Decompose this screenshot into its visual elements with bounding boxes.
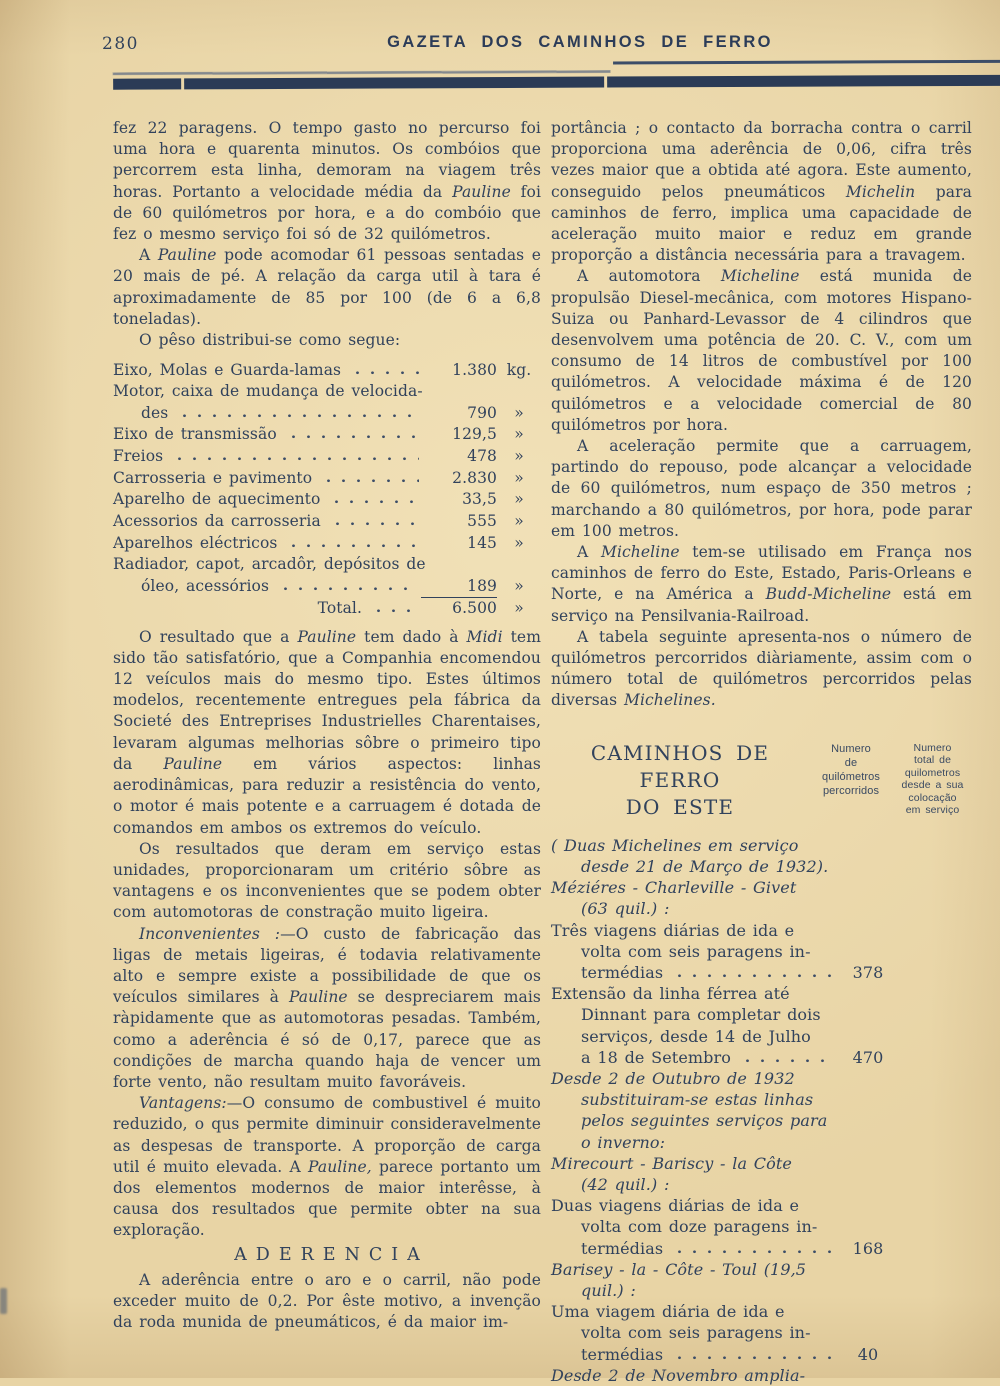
row-text	[551, 920, 833, 984]
text-run: Pauline,	[308, 1157, 372, 1176]
weight-value: 189	[421, 576, 497, 598]
table-row	[551, 1195, 972, 1259]
weight-value: 33,5	[462, 490, 497, 509]
row-text	[551, 1153, 833, 1195]
weight-value: 478	[467, 447, 497, 466]
text-run: Michelines.	[624, 691, 716, 710]
dot-leader	[177, 402, 419, 418]
table-row	[551, 1365, 972, 1386]
row-line: Desde 2 de Outubro de 1932	[551, 1068, 795, 1088]
row-line: volta com seis paragens in-	[581, 941, 811, 961]
dot-leader	[672, 1344, 831, 1360]
thick-rule-segment	[113, 78, 181, 89]
text-run: está munida de propulsão Diesel-mecânica, com motores Hispano-Suiza ou Panhard-Levassor de 4 cilindros que desenvolvem uma potência de 20. C. V., com um consumo de 14 litros de combustível por 100 quilómetros. A velocidade máxima é de 120 quilómetros e a velocidade comercial de 80 quilómetros por hora.	[551, 267, 973, 434]
weight-value: 2.830	[452, 468, 497, 487]
row-text	[551, 1365, 833, 1386]
row-line: Desde 2 de Novembro amplia-	[551, 1365, 806, 1385]
paragraph	[113, 924, 541, 1094]
table-row	[113, 359, 541, 381]
text-run: Pauline	[297, 627, 357, 646]
col-header-total-km	[893, 734, 972, 817]
weight-value: 129,5	[452, 425, 497, 444]
header-line: percorridos	[822, 784, 880, 797]
text-run: A automotora	[577, 267, 721, 286]
dot-leader	[330, 511, 419, 527]
thick-rule-segment	[607, 75, 1000, 88]
row-line: volta com doze paragens in-	[581, 1217, 818, 1237]
table-line	[113, 511, 541, 533]
table-line	[113, 402, 541, 424]
thin-rule-right	[613, 60, 1000, 65]
right-column	[551, 118, 972, 1386]
text-run: fez 22 paragens. O tempo gasto no percurso foi uma hora e quarenta minutos. Os combóios que percorrem esta linha, demoram na viagem três horas. Portanto a velocidade média da	[113, 119, 541, 201]
row-line	[551, 1238, 833, 1259]
paragraph	[551, 266, 972, 436]
text-run: Budd-Micheline	[765, 585, 892, 604]
weight-unit: »	[514, 468, 524, 487]
table-row	[551, 877, 972, 919]
row-line: quil.) :	[581, 1280, 636, 1300]
thin-rule-left	[113, 71, 610, 75]
km-value: 378	[852, 962, 884, 982]
weight-unit: »	[514, 425, 524, 444]
weight-value: 555	[467, 512, 497, 531]
table-line: Radiador, capot, arcadôr, depósitos de	[113, 555, 426, 574]
row-line: ( Duas Michelines em serviço	[551, 835, 799, 855]
text-run: Pauline	[452, 182, 511, 201]
text-run: O pêso distribui-se como segue:	[139, 331, 401, 350]
paragraph	[551, 627, 972, 712]
text-run: em vários aspectos: linhas aerodinâmicas, para reduzir a resistência do vento, o motor é mais potente e a carruagem é dotada de comandos em ambos os extremos do veículo.	[113, 754, 541, 837]
dot-leader	[329, 489, 419, 505]
header-line: colocação	[908, 791, 957, 804]
text-run: Michelin	[845, 182, 916, 201]
row-label: Eixo de transmissão	[113, 425, 277, 444]
dot-leader	[286, 532, 419, 548]
row-line: pelos seguintes serviços para	[581, 1111, 828, 1131]
row-line: Duas viagens diárias de ida e	[551, 1196, 800, 1216]
col-header-daily-km	[809, 734, 893, 798]
table-row	[113, 489, 541, 511]
table-row	[551, 920, 972, 984]
table-row	[113, 532, 541, 554]
table-line	[113, 532, 541, 554]
table-row	[113, 554, 541, 598]
weight-unit: »	[514, 576, 524, 595]
header-line: total de	[913, 754, 952, 767]
weight-unit: »	[514, 599, 524, 618]
page-number: 280	[102, 34, 139, 54]
km-value: 168	[852, 1238, 884, 1258]
header-line: DO ESTE	[625, 794, 735, 819]
table-row	[113, 467, 541, 489]
row-label: Freios	[113, 447, 164, 466]
text-run: para caminhos de ferro, implica uma capacidade de aceleração muito maior e reduz em grande proporção a distância necessária para a travagem.	[551, 182, 972, 265]
table-row	[113, 424, 541, 446]
row-line	[551, 1047, 833, 1068]
weight-value: 6.500	[452, 599, 497, 618]
paragraph	[113, 839, 541, 924]
paragraph	[113, 627, 541, 839]
table-row	[551, 1153, 972, 1195]
row-line: desde 21 de Março de 1932).	[581, 856, 829, 876]
row-line	[551, 1344, 833, 1365]
weight-unit: »	[514, 490, 524, 509]
text-run: Micheline	[720, 267, 800, 286]
row-text	[551, 1195, 833, 1259]
table-line	[113, 359, 541, 381]
row-line: Barisey - la - Côte - Toul (19,5	[551, 1259, 807, 1279]
table-row	[113, 381, 541, 424]
text-run: Micheline	[600, 543, 680, 562]
text-run: A aderência entre o aro e o carril, não pode exceder muito de 0,2. Por êste motivo, a invenção da roda munida de pneumáticos, é da maior im-	[113, 1270, 541, 1332]
text-run: A	[577, 543, 601, 562]
dot-leader	[350, 359, 419, 375]
row-text	[551, 1259, 833, 1301]
text-run: A aceleração permite que a carruagem, partindo do repouso, pode alcançar a velocidade de 60 quilómetros, num espaço de 350 metros ; marchando a 80 quilómetros, por hora, pode parar em 100 metros.	[551, 437, 972, 540]
text-run: está em serviço na Pensilvania-Railroad.	[551, 585, 972, 625]
table-row	[551, 1259, 972, 1301]
table-line	[113, 424, 541, 446]
row-line: volta com seis paragens in-	[581, 1323, 811, 1343]
paragraph	[113, 245, 541, 330]
header-line: de	[844, 756, 858, 769]
este-railways-table	[551, 734, 972, 1386]
table-row	[551, 1301, 972, 1365]
row-line: Méziéres - Charleville - Givet	[551, 878, 797, 898]
row-text	[551, 877, 833, 919]
row-line: Mirecourt - Bariscy - la Côte	[551, 1153, 792, 1173]
scan-smudge	[0, 1288, 7, 1314]
header-line: CAMINHOS DE FERRO	[590, 740, 770, 792]
weight-unit: »	[514, 512, 524, 531]
text-run: A tabela seguinte apresenta-nos o número de quilómetros percorridos diàriamente, assim com o número total de quilómetros percorridos pelas diversas	[551, 627, 972, 710]
masthead-title: GAZETA DOS CAMINHOS DE FERRO	[387, 33, 773, 51]
dot-leader	[278, 575, 419, 591]
paragraph	[551, 118, 972, 266]
table-line	[113, 467, 541, 489]
row-label: Carrosseria e pavimento	[113, 468, 313, 487]
este-table-header	[551, 734, 972, 821]
dot-leader	[172, 446, 419, 462]
km-value: 40	[857, 1344, 879, 1364]
row-line: substituiram-se estas linhas	[581, 1090, 814, 1110]
text-run: O resultado que a	[139, 627, 298, 646]
paragraph	[113, 1093, 541, 1241]
text-run: Os resultados que deram em serviço estas unidades, proporcionaram um critério sôbre as vantagens e os inconvenientes que se podem obter com automotoras de constração muito ligeira.	[113, 839, 541, 922]
table-line	[113, 575, 541, 598]
weight-unit: »	[514, 403, 524, 422]
table-row	[113, 446, 541, 468]
header-line: Numero	[913, 741, 952, 754]
text-run: —O custo de fabricação das ligas de metais ligeiras, é todavia relativamente alto e sempre existe a possibilidade de que os veículos similares à	[113, 924, 541, 1007]
row-line: serviços, desde 14 de Julho	[581, 1026, 811, 1046]
paragraph	[113, 1270, 541, 1334]
table-row	[551, 1068, 972, 1153]
text-run: tem-se utilisado em França nos caminhos de ferro do Este, Estado, Paris-Orleans e Norte, e na América a	[551, 543, 972, 604]
weight-unit: »	[514, 447, 524, 466]
header-rule	[0, 0, 1000, 102]
header-line: desde a sua	[901, 779, 964, 792]
text-run: A	[139, 246, 158, 265]
text-run: se despreciarem mais ràpidamente que as automotoras pesadas. Também, como a aderência é só de 0,17, parece que as condições de marcha quando haja de vencer um forte vento, não resultam muito favoráveis.	[113, 988, 541, 1091]
weight-value: 790	[467, 403, 497, 422]
header-line: em serviço	[905, 804, 960, 817]
text-run: Midi	[466, 627, 503, 646]
text-run: Inconvenientes :	[139, 924, 281, 943]
row-label: a 18 de Setembro	[581, 1047, 731, 1067]
km-value: 470	[852, 1047, 884, 1067]
weight-value: 145	[467, 533, 497, 552]
left-column	[113, 118, 541, 1333]
row-line: Três viagens diárias de ida e	[551, 920, 795, 940]
text-run: pode acomodar 61 pessoas sentadas e 20 mais de pé. A relação da carga util à tara é aproximadamente de 85 por 100 (de 6 a 6,8 toneladas).	[113, 246, 542, 328]
text-run: parece portanto um dos elementos modernos de maior interêsse, à causa dos resultados que permite obter na sua exploração.	[113, 1157, 541, 1240]
este-table-rows	[551, 835, 972, 1386]
row-label: termédias	[581, 962, 664, 982]
row-line: Extensão da linha férrea até	[551, 984, 790, 1004]
text-run: portância ; o contacto da borracha contra o carril proporciona uma aderência de 0,06, cifra três vezes maior que a obtida até agora. Este aumento, conseguido pelos pneumáticos	[551, 119, 972, 201]
section-heading-aderencia: ADERENCIA	[234, 1244, 429, 1265]
dot-leader	[321, 467, 419, 483]
header-line: Numero	[831, 742, 871, 755]
table-line	[113, 446, 541, 468]
table-row	[551, 983, 972, 1068]
este-table-title	[551, 734, 809, 821]
row-line: Dinnant para completar dois	[581, 1005, 821, 1025]
row-line: Uma viagem diária de ida e	[551, 1302, 785, 1322]
row-label: des	[141, 403, 169, 422]
dot-leader	[286, 424, 419, 440]
dot-leader	[740, 1047, 831, 1063]
text-run: Pauline	[288, 988, 348, 1007]
dot-leader	[672, 1238, 831, 1254]
header-line: quilometros	[904, 766, 961, 779]
row-label: termédias	[581, 1238, 664, 1258]
table-row	[551, 835, 972, 877]
row-line: (42 quil.) :	[581, 1174, 670, 1194]
row-text	[551, 1068, 833, 1153]
row-label: Aparelho de aquecimento	[113, 490, 321, 509]
table-line	[113, 598, 541, 620]
text-run: foi de 60 quilómetros por hora, e a do combóio que fez o mesmo serviço foi só de 32 quilómetros.	[113, 182, 542, 244]
row-label: Aparelhos eléctricos	[113, 533, 278, 552]
table-row	[113, 598, 541, 620]
paragraph	[113, 118, 541, 245]
row-text	[551, 983, 833, 1068]
table-line	[113, 489, 541, 511]
text-run: tem sido tão satisfatório, que a Companhia encomendou 12 veículos mais do mesmo tipo. Estes últimos modelos, recentemente entregues pela fábrica da Societé des Entreprises Industrielles Charentaises, levaram algumas melhorias sôbre o primeiro tipo da	[113, 627, 541, 773]
text-run: tem dado à	[356, 627, 467, 646]
text-run: Pauline	[157, 246, 217, 265]
table-row	[113, 511, 541, 533]
row-line: (63 quil.) :	[581, 899, 670, 919]
row-label: óleo, acessórios	[141, 576, 270, 595]
row-text	[551, 1301, 833, 1365]
row-line	[551, 962, 833, 983]
row-text	[551, 835, 833, 877]
row-label: Eixo, Molas e Guarda-lamas	[113, 360, 342, 379]
text-run: —O consumo de combustivel é muito reduzido, o qus permite diminuir consideravelmente as despesas de transporte. A proporção de carga util é muito elevada. A	[113, 1094, 541, 1176]
paragraph	[113, 330, 541, 351]
table-line: Motor, caixa de mudança de velocida-	[113, 381, 423, 400]
header-line: quilómetros	[822, 770, 880, 783]
dot-leader	[672, 962, 831, 978]
row-label: Acessorios da carrosseria	[113, 512, 321, 531]
row-label: termédias	[581, 1344, 664, 1364]
thick-rule-segment	[184, 77, 604, 90]
paragraph	[551, 436, 972, 542]
paragraph	[551, 542, 972, 627]
text-run: Pauline	[163, 754, 223, 773]
row-label: Total.	[317, 599, 362, 618]
row-line: o inverno:	[581, 1132, 666, 1152]
weight-unit: kg.	[506, 360, 532, 379]
weights-table	[113, 359, 541, 619]
weight-value: 1.380	[452, 360, 497, 379]
weight-unit: »	[514, 533, 524, 552]
dot-leader	[371, 598, 419, 614]
text-run: Vantagens:	[139, 1094, 227, 1113]
